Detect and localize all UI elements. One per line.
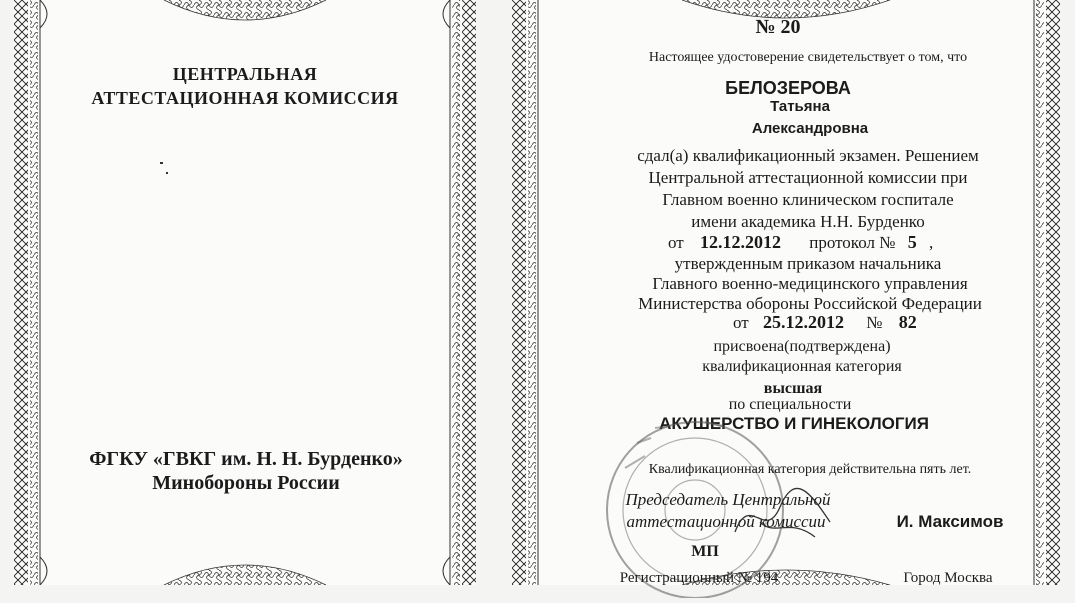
certificate-number: № 20 bbox=[755, 16, 801, 38]
organization-name: ФГКУ «ГВКГ им. Н. Н. Бурденко» bbox=[89, 448, 403, 470]
order-from-label: от bbox=[733, 313, 749, 332]
body-line: Главном военно клиническом госпитале bbox=[662, 190, 954, 209]
chair-name: И. Максимов bbox=[896, 512, 1004, 531]
protocol-date: 12.12.2012 bbox=[699, 232, 781, 252]
assigned-line: присвоена(подтверждена) bbox=[713, 338, 891, 355]
chair-title-line1: Председатель Центральной bbox=[625, 490, 831, 509]
protocol-from-label: от bbox=[668, 233, 684, 252]
city: Город Москва bbox=[903, 570, 993, 586]
validity-note: Квалификационная категория действительна пять лет. bbox=[648, 462, 972, 477]
protocol-comma: , bbox=[928, 233, 934, 252]
signature bbox=[730, 482, 840, 552]
category-value: высшая bbox=[763, 380, 823, 397]
protocol-number: 5 bbox=[907, 232, 917, 252]
order-number: 82 bbox=[898, 312, 917, 332]
order-number-label: № bbox=[866, 313, 883, 332]
order-line: утвержденным приказом начальника bbox=[674, 254, 942, 273]
assigned-line: квалификационная категория bbox=[702, 358, 902, 375]
certificate-cover-page bbox=[14, 0, 476, 585]
specks bbox=[166, 172, 168, 174]
body-line: имени академика Н.Н. Бурденко bbox=[691, 212, 925, 231]
specialty-value: АКУШЕРСТВО И ГИНЕКОЛОГИЯ bbox=[659, 414, 929, 433]
order-date: 25.12.2012 bbox=[762, 312, 844, 332]
intro-text: Настоящее удостоверение свидетельствует о том, что bbox=[648, 50, 968, 65]
holder-surname: БЕЛОЗЕРОВА bbox=[725, 78, 851, 98]
holder-first-name: Татьяна bbox=[770, 98, 830, 115]
holder-patronymic: Александровна bbox=[751, 120, 869, 137]
ministry-name: Минобороны России bbox=[152, 472, 340, 494]
chair-title-line2: аттестационной комиссии bbox=[626, 512, 826, 531]
protocol-line bbox=[668, 232, 933, 253]
specialty-label: по специальности bbox=[728, 396, 852, 413]
commission-title-line1: ЦЕНТРАЛЬНАЯ bbox=[172, 64, 318, 84]
body-line: Центральной аттестационной комиссии при bbox=[648, 168, 968, 187]
seal-label: МП bbox=[691, 543, 719, 560]
order-date-line bbox=[733, 312, 917, 333]
protocol-label: протокол № bbox=[809, 233, 896, 252]
specks bbox=[160, 162, 163, 164]
body-line: сдал(а) квалификационный экзамен. Решением bbox=[637, 146, 979, 165]
registration-number: Регистрационный № 194 bbox=[619, 570, 779, 586]
commission-title-line2: АТТЕСТАЦИОННАЯ КОМИССИЯ bbox=[91, 88, 399, 108]
order-line: Министерства обороны Российской Федерации bbox=[638, 294, 982, 313]
order-line: Главного военно-медицинского управления bbox=[652, 274, 968, 293]
